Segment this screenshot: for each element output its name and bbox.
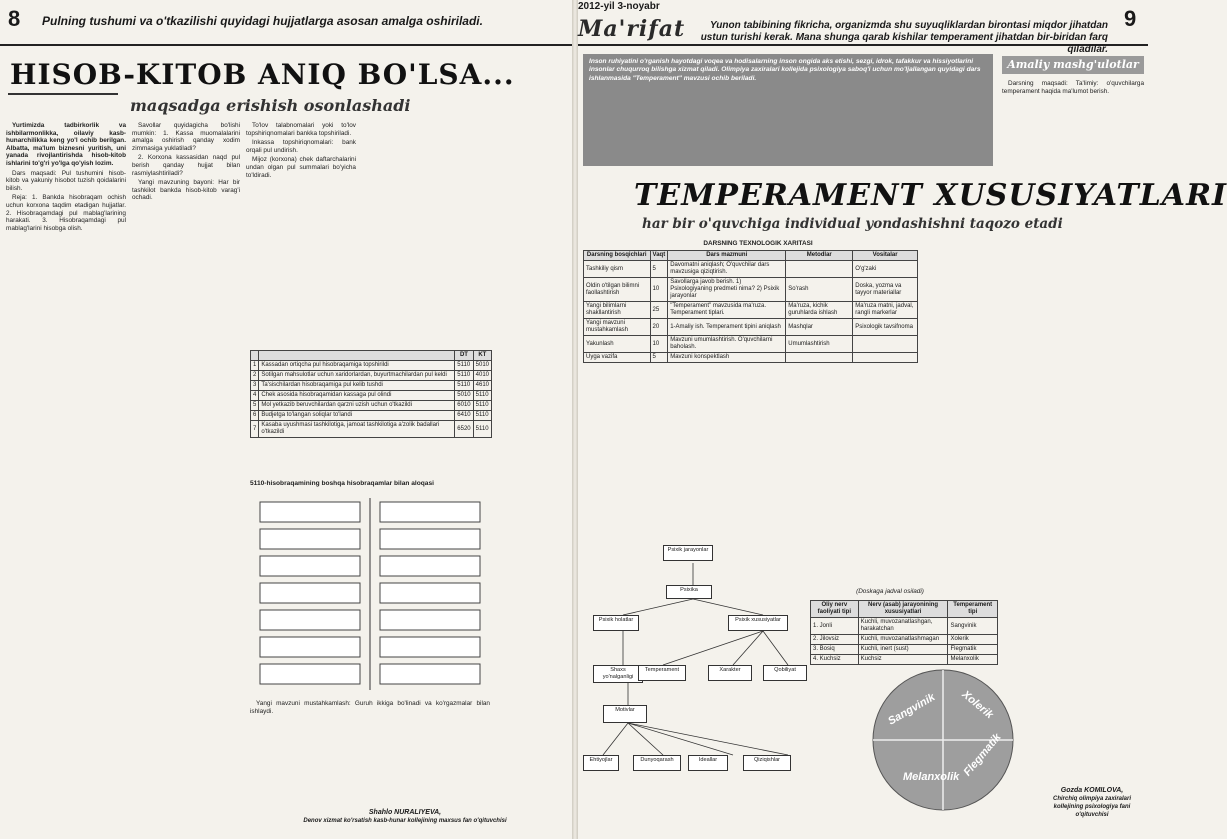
table-header-cell: Vaqt	[650, 251, 668, 261]
section-label: Amaliy mashg'ulotlar	[1002, 56, 1144, 74]
table-cell: 5110	[455, 371, 473, 381]
flowchart-node: Psixik xususiyatlar	[728, 615, 788, 631]
table-header-cell: Temperament tipi	[948, 601, 998, 618]
table-cell: So'rash	[786, 278, 853, 302]
table-cell: Kuchsiz	[858, 655, 948, 665]
left-page-number: 8	[8, 6, 21, 31]
right-page-number: 9	[1124, 6, 1137, 31]
table-cell: 1-Amaliy ish. Temperament tipini aniqlash	[668, 319, 786, 336]
table-cell: 5010	[455, 391, 473, 401]
wheel-label: Melanxolik	[903, 771, 960, 783]
table-cell: Mashqlar	[786, 319, 853, 336]
scheme-box-right	[380, 583, 480, 603]
table-row	[251, 381, 492, 391]
table-row	[584, 278, 918, 302]
lesson-goal: Darsning maqsadi: Ta'limiy: o'quvchilarga temperament haqida ma'lumot berish.	[1002, 80, 1144, 95]
col2-paragraph: Yangi mavzuning bayoni: Har bir tashkilot bankda hisob-kitob varag'i ochadi.	[132, 179, 240, 202]
right-header	[578, 0, 1148, 55]
flowchart-node: Psixika	[666, 585, 712, 599]
left-bottom-paragraph: Yangi mavzuni mustahkamlash: Guruh ikkiga bo'linadi va ko'rgazmalar bilan ishlaydi.	[250, 700, 490, 715]
table-header-cell	[259, 351, 455, 361]
table-cell: Mavzuni konspektlash	[668, 353, 786, 363]
table-cell: "Temperament" mavzusida ma'ruza. Temperament tiplari.	[668, 302, 786, 319]
flowchart-node: Shaxs yo'nalganligi	[593, 665, 643, 683]
table-header-cell: Dars mazmuni	[668, 251, 786, 261]
table-cell: Yangi bilimlarni shakllantirish	[584, 302, 651, 319]
table-cell: Chek asosida hisobraqamidan kassaga pul olindi	[259, 391, 455, 401]
right-column-4-top	[1002, 80, 1144, 170]
scheme-box-right	[380, 556, 480, 576]
table-cell: 5010	[473, 361, 491, 371]
accounting-table	[250, 350, 492, 438]
flowchart-node: Qiziqishlar	[743, 755, 791, 771]
table-cell: Tashkiliy qism	[584, 261, 651, 278]
flowchart-node: Ehtiyojlar	[583, 755, 619, 771]
table-header-row	[584, 251, 918, 261]
right-signature	[1038, 786, 1146, 819]
table-cell: 1	[251, 361, 259, 371]
scheme-box-right	[380, 610, 480, 630]
table-cell: 6	[251, 411, 259, 421]
table-cell: 7	[251, 421, 259, 438]
right-page	[578, 0, 1227, 839]
table-cell: 1. Jonli	[811, 618, 859, 635]
table-row	[251, 371, 492, 381]
table-row	[811, 635, 998, 645]
col1-paragraph: Yurtimizda tadbirkorlik va ishbilarmonlikka, oilaviy kasb-hunarchilikka keng yo'l ochib berilgan. Albatta, ma'lum biznesni yuritish, uni yanada rivojlantirishda hisob-kitob ishlarini to'g'ri yo'lga qo'yish lozim.	[6, 122, 126, 167]
left-page	[0, 0, 572, 839]
table-cell: Umumlashtirish	[786, 336, 853, 353]
table-cell: 5110	[455, 381, 473, 391]
scheme-box-right	[380, 502, 480, 522]
table-cell: Sangvinik	[948, 618, 998, 635]
table-cell	[853, 353, 918, 363]
table-cell: Kuchli, inert (sust)	[858, 645, 948, 655]
table-cell: Kassadan ortiqcha pul hisobraqamiga topshirildi	[259, 361, 455, 371]
left-bottom-text	[250, 700, 490, 800]
table-cell: Yakunlash	[584, 336, 651, 353]
table-row	[251, 391, 492, 401]
table-cell: 4010	[473, 371, 491, 381]
flowchart-node: Ideallar	[688, 755, 728, 771]
right-header-text: Yunon tabibining fikricha, organizmda shu suyuqliklardan birontasi miqdor jihatdan ustun turishi kerak. Mana shunga qarab kishilar temperament jihatdan bir-biridan farq qiladilar.	[700, 20, 1108, 55]
table-cell: 2	[251, 371, 259, 381]
table-cell: Ma'ruza matni, jadval, rangli markerlar	[853, 302, 918, 319]
scheme-box-left	[260, 502, 360, 522]
table-cell: Ma'ruza, kichik guruhlarda ishlash	[786, 302, 853, 319]
left-author-position: Denov xizmat ko'rsatish kasb-hunar kollejining maxsus fan o'qituvchisi	[303, 818, 507, 824]
article-subtitle: maqsadga erishish osonlashadi	[130, 96, 411, 115]
col1-paragraph: Reja: 1. Bankda hisobraqam ochish uchun korxona taqdim etadigan hujjatlar. 2. Hisobraqamdagi pul mablag'larining harakati. 3. Hisobraqamdagi pul mablag'larini hisobga olish.	[6, 194, 126, 232]
col3-paragraph: To'lov talabnomalari yoki to'lov topshiriqnomalari bankka topshiriladi.	[246, 122, 356, 137]
table-header-cell: Darsning bosqichlari	[584, 251, 651, 261]
scheme-box-left	[260, 664, 360, 684]
table-cell: 20	[650, 319, 668, 336]
flowchart-node: Motivlar	[603, 705, 647, 723]
table-cell: 25	[650, 302, 668, 319]
table-cell: 2. Jilovsiz	[811, 635, 859, 645]
scheme-box-right	[380, 664, 480, 684]
table-cell: Ta'sischilardan hisobraqamiga pul kelib tushdi	[259, 381, 455, 391]
table-header-cell: KT	[473, 351, 491, 361]
flowchart-node: Qobiliyat	[763, 665, 807, 681]
scheme-box-left	[260, 583, 360, 603]
left-column-3	[246, 122, 356, 347]
table-row	[251, 401, 492, 411]
issue-date: 2012-yil 3-noyabr	[578, 1, 660, 12]
table-cell: Psixologik tavsifnoma	[853, 319, 918, 336]
flowchart-node: Xarakter	[708, 665, 752, 681]
table-header-cell: Vositalar	[853, 251, 918, 261]
table-cell: 5110	[473, 391, 491, 401]
tech-map-table	[583, 250, 918, 363]
col3-paragraph: Inkassa topshiriqnomalari: bank orqali pul undirish.	[246, 139, 356, 154]
table-cell: 6010	[455, 401, 473, 411]
table-header-cell: Nerv (asab) jarayonining xususiyatlari	[858, 601, 948, 618]
scheme-box-left	[260, 556, 360, 576]
table-cell	[786, 261, 853, 278]
scheme-title: 5110-hisobraqamining boshqa hisobraqamlar bilan aloqasi	[250, 480, 434, 487]
scheme-box-right	[380, 637, 480, 657]
flowchart-node: Psixik jarayonlar	[663, 545, 713, 561]
table-row	[584, 261, 918, 278]
wheel-label: Flegmatik	[961, 731, 1004, 779]
scheme-box-right	[380, 529, 480, 549]
left-author-name: Shahlo NURALIYEVA,	[368, 809, 442, 816]
left-header	[0, 0, 572, 46]
table-header-cell	[251, 351, 259, 361]
table-row	[811, 618, 998, 635]
flowchart-node: Psixik holatlar	[593, 615, 639, 631]
left-column-2	[132, 122, 240, 827]
article-title: HISOB-KITOB ANIQ BO'LSA...	[10, 58, 515, 91]
table-cell: Mavzuni umumlashtirish. O'quvchilarni baholash.	[668, 336, 786, 353]
left-header-text: Pulning tushumi va o'tkazilishi quyidagi hujjatlarga asosan amalga oshiriladi.	[42, 14, 483, 28]
tech-map-title: DARSNING TEXNOLOGIK XARITASI	[703, 240, 813, 247]
table-row	[584, 336, 918, 353]
table-row	[251, 421, 492, 438]
right-author-name: Gozda KOMILOVA,	[1060, 787, 1124, 794]
wheel-label: Sangvinik	[886, 691, 938, 728]
table-cell	[786, 353, 853, 363]
left-signature	[300, 808, 510, 825]
article-title-right: TEMPERAMENT XUSUSIYATLARI	[634, 178, 1227, 213]
table-cell: 4610	[473, 381, 491, 391]
table-cell: 10	[650, 336, 668, 353]
table-row	[251, 361, 492, 371]
table-row	[584, 302, 918, 319]
table-header-row	[811, 601, 998, 618]
table-cell: Budjetga to'langan soliqlar to'landi	[259, 411, 455, 421]
table-cell: Oldin o'tilgan bilimni faollashtirish	[584, 278, 651, 302]
table-cell: Mol yetkazib beruvchilardan qarzni uzish uchun o'tkazildi	[259, 401, 455, 411]
col3-paragraph: Mijoz (korxona) chek daftarchalarini undan olgan pul summalari bo'yicha to'ldiradi.	[246, 156, 356, 179]
table-cell: 3. Bosiq	[811, 645, 859, 655]
table-cell: 6410	[455, 411, 473, 421]
table-row	[251, 411, 492, 421]
table-cell: Xolerik	[948, 635, 998, 645]
table-cell: 10	[650, 278, 668, 302]
table-cell: Flegmatik	[948, 645, 998, 655]
temperament-wheel	[868, 665, 1018, 815]
temperament-table	[810, 600, 998, 665]
title-rule	[8, 93, 118, 95]
table-header-cell: Metodlar	[786, 251, 853, 261]
col1-paragraph: Dars maqsadi: Pul tushumini hisob-kitob va yakuniy hisobot tuzish qoidalarini bilish.	[6, 169, 126, 192]
table-cell: 5	[650, 261, 668, 278]
table-cell: 4. Kuchsiz	[811, 655, 859, 665]
table-cell: 5	[251, 401, 259, 411]
table-cell: 3	[251, 381, 259, 391]
table-row	[584, 353, 918, 363]
masthead: Ma'rifat	[578, 16, 686, 42]
table-cell: Doska, yozma va tayyor materiallar	[853, 278, 918, 302]
table-cell: Sotilgan mahsulotlar uchun xaridorlardan, buyurtmachilardan pul keldi	[259, 371, 455, 381]
table-cell: Melanxolik	[948, 655, 998, 665]
table-cell: 5110	[473, 411, 491, 421]
table-cell: Savollarga javob berish. 1) Psixologiyaning predmeti nima? 2) Psixik jarayonlar	[668, 278, 786, 302]
scheme-box-left	[260, 610, 360, 630]
table-cell: 5110	[473, 401, 491, 411]
wheel-label: Xolerik	[959, 688, 996, 722]
table-cell: 5	[650, 353, 668, 363]
table-cell: Yangi mavzuni mustahkamlash	[584, 319, 651, 336]
col2-paragraph: 2. Korxona kassasidan naqd pul berish qanday hujjat bilan rasmiylashtiriladi?	[132, 154, 240, 177]
table-header-row	[251, 351, 492, 361]
table-cell	[853, 336, 918, 353]
table-header-cell: DT	[455, 351, 473, 361]
table-cell: 5110	[473, 421, 491, 438]
flowchart-node: Dunyoqarash	[633, 755, 681, 771]
scheme-box-left	[260, 637, 360, 657]
intro-box: Inson ruhiyatini o'rganish hayotdagi voqea va hodisalarning inson ongida aks etishi, sezgi, idrok, tafakkur va hissiyotlarini insonlar chuqurroq bilishga xizmat qiladi. Olimpiya zaxiralari kollejida psixologiya saboq'i uchun mo'ljallangan quyidagi dars ishlanmasida "Temperament" mavzusi ochib beriladi.	[583, 54, 993, 166]
table-cell: Kuchli, muvozanatlashmagan	[858, 635, 948, 645]
table-cell: 5110	[455, 361, 473, 371]
table-row	[811, 645, 998, 655]
table-row	[811, 655, 998, 665]
table-cell: Kasaba uyushmasi tashkilotiga, jamoat tashkilotiga a'zolik badallari o'tkazildi	[259, 421, 455, 438]
table-cell: 6520	[455, 421, 473, 438]
table-cell: O'g'zaki	[853, 261, 918, 278]
col2-paragraph: Savollar quyidagicha bo'lishi mumkin: 1. Kassa muomalalarini amalga oshirish qanday xodim zimmasiga yuklatiladi?	[132, 122, 240, 152]
table-header-cell: Oliy nerv faoliyati tipi	[811, 601, 859, 618]
account-scheme	[250, 494, 490, 694]
left-column-1	[6, 122, 126, 827]
table-row	[584, 319, 918, 336]
scheme-box-left	[260, 529, 360, 549]
right-author-position: Chirchiq olimpiya zaxiralari kollejining psixologiya fani o'qituvchisi	[1052, 796, 1132, 818]
table-cell: 4	[251, 391, 259, 401]
table-cell: Davomatni aniqlash; O'quvchilar dars mavzusiga qiziqtirish.	[668, 261, 786, 278]
table2-caption: (Doskaga jadval osiladi)	[856, 588, 924, 595]
flowchart-node: Temperament	[638, 665, 686, 681]
table-cell: Kuchli, muvozanatlashgan, harakatchan	[858, 618, 948, 635]
table-cell: Uyga vazifa	[584, 353, 651, 363]
article-subtitle-right: har bir o'quvchiga individual yondashishni taqozo etadi	[642, 216, 1063, 232]
